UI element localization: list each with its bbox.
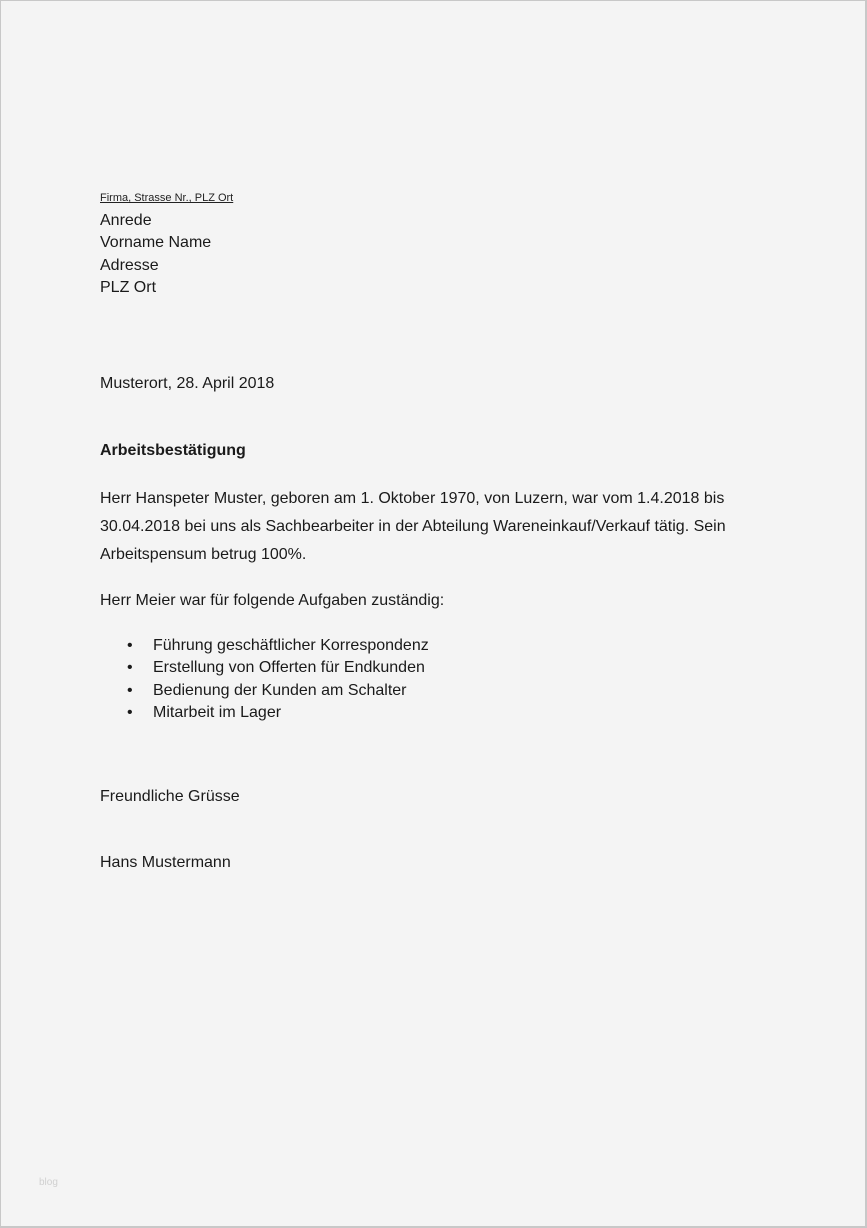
task-item bbox=[100, 635, 429, 657]
bullet-icon: • bbox=[127, 703, 133, 721]
recipient-block bbox=[100, 210, 211, 299]
task-label: Erstellung von Offerten für Endkunden bbox=[153, 659, 425, 677]
watermark-text: blog bbox=[39, 1177, 58, 1188]
task-label: Mitarbeit im Lager bbox=[153, 703, 282, 721]
body-paragraph bbox=[100, 485, 726, 568]
bullet-icon: • bbox=[127, 681, 133, 699]
recipient-address: Adresse bbox=[100, 256, 159, 274]
closing-greeting: Freundliche Grüsse bbox=[100, 788, 240, 805]
letter-subject: Arbeitsbestätigung bbox=[100, 442, 246, 459]
recipient-salutation: Anrede bbox=[100, 212, 152, 229]
task-item bbox=[100, 680, 429, 702]
bullet-icon: • bbox=[127, 637, 133, 654]
body-line: Arbeitspensum betrug 100%. bbox=[100, 545, 307, 563]
signature-name: Hans Mustermann bbox=[100, 854, 231, 871]
letter-page bbox=[1, 1, 865, 1226]
body-line: Herr Hanspeter Muster, geboren am 1. Oktober 1970, von Luzern, war vom 1.4.2018 bis bbox=[100, 490, 725, 507]
recipient-city: PLZ Ort bbox=[100, 278, 157, 296]
task-item bbox=[100, 702, 429, 724]
recipient-name: Vorname Name bbox=[100, 234, 212, 252]
task-label: Bedienung der Kunden am Schalter bbox=[153, 681, 407, 699]
body-line: 30.04.2018 bei uns als Sachbearbeiter in der Abteilung Wareneinkauf/Verkauf tätig. Sein bbox=[100, 517, 726, 535]
place-date: Musterort, 28. April 2018 bbox=[100, 375, 275, 392]
task-item bbox=[100, 657, 429, 679]
tasks-list bbox=[100, 635, 429, 724]
task-label: Führung geschäftlicher Korrespondenz bbox=[153, 637, 429, 654]
return-address: Firma, Strasse Nr., PLZ Ort bbox=[100, 192, 234, 204]
bullet-icon: • bbox=[127, 659, 133, 677]
tasks-intro: Herr Meier war für folgende Aufgaben zuständig: bbox=[100, 592, 445, 609]
